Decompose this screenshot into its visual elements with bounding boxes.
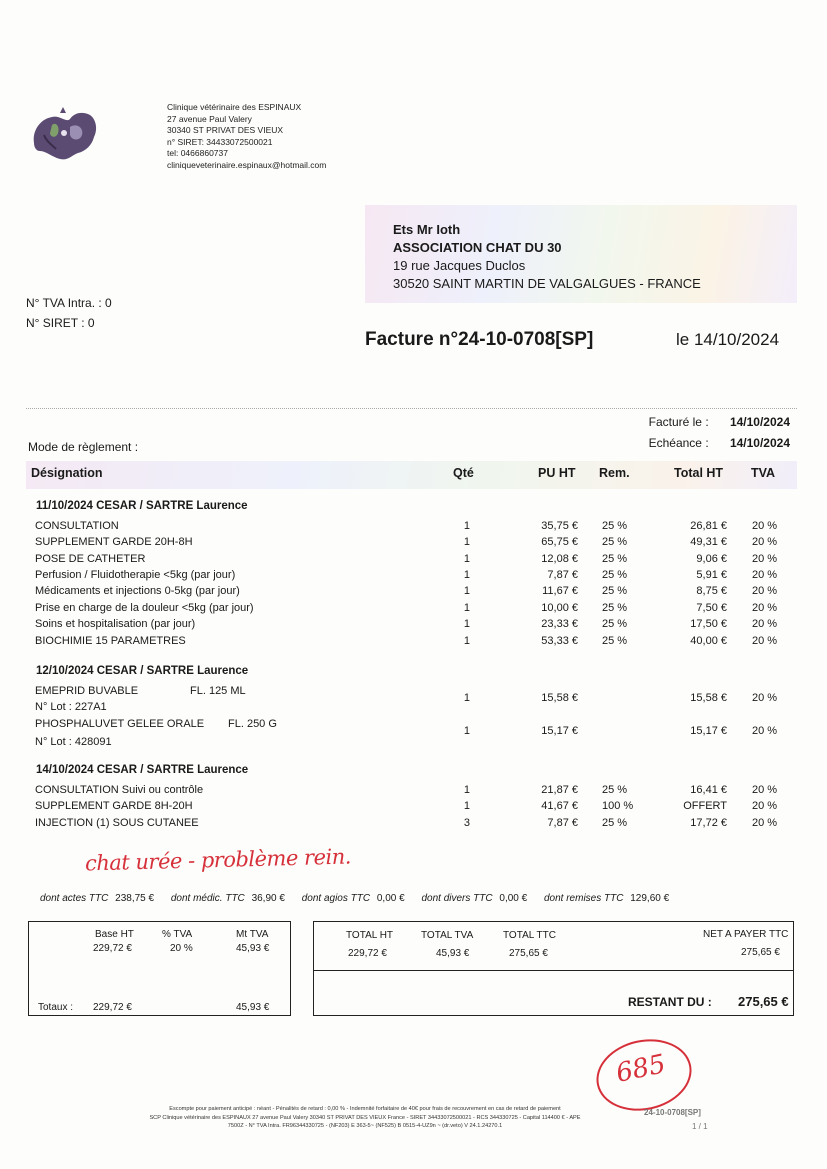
siret: N° SIRET : 0 [26,316,95,330]
cell-designation: Perfusion / Fluidotherapie <5kg (par jour) [35,569,236,581]
th-rem: Rem. [599,466,630,480]
vat-mt-label: Mt TVA [236,929,269,940]
cell-format: FL. 125 ML [190,685,246,697]
cell-total: 17,72 € [690,817,727,829]
separator [26,408,797,409]
cell-tva: 20 % [752,553,778,565]
actes-value: 238,75 € [115,893,155,904]
cell-pu: 10,00 € [541,602,578,614]
cell-tva: 20 % [752,817,778,829]
cell-pu: 41,67 € [541,800,578,812]
cell-rem: 25 % [602,569,628,581]
clinic-city: 30340 ST PRIVAT DES VIEUX [167,125,284,135]
cell-total: 5,91 € [696,569,727,581]
cell-total: 8,75 € [696,585,727,597]
cell-designation: CONSULTATION [35,520,119,532]
cell-rem: 25 % [602,520,628,532]
cell-qte: 3 [463,817,470,829]
total-ttc-label: TOTAL TTC [503,930,556,941]
cell-designation: INJECTION (1) SOUS CUTANEE [35,817,199,829]
total-tva-label: TOTAL TVA [421,930,474,941]
table-row [0,569,827,585]
cell-qte: 1 [463,569,470,581]
section-title: 14/10/2024 CESAR / SARTRE Laurence [36,764,249,776]
vat-pct: 20 % [170,943,193,954]
table-row [0,536,827,552]
cell-rem: 25 % [602,635,628,647]
footer-ref: 24-10-0708[SP] [644,1108,701,1117]
cell-rem: 25 % [602,817,628,829]
vat-mt: 45,93 € [236,943,270,954]
cell-designation: SUPPLEMENT GARDE 20H-8H [35,536,193,548]
th-designation: Désignation [31,466,103,480]
cell-total: 9,06 € [696,553,727,565]
cell-qte: 1 [463,553,470,565]
actes-label: dont actes TTC [40,893,109,904]
clinic-logo [30,105,100,165]
th-total: Total HT [674,466,724,480]
clinic-name: Clinique vétérinaire des ESPINAUX [167,102,302,112]
cell-qte: 1 [463,725,470,737]
page-number: 1 / 1 [692,1122,708,1131]
total-ttc: 275,65 € [509,948,548,959]
section-title: 11/10/2024 CESAR / SARTRE Laurence [36,500,248,512]
client-street: 19 rue Jacques Duclos [393,258,526,273]
remises-label: dont remises TTC [543,893,624,904]
total-ht: 229,72 € [348,948,387,959]
cell-pu: 7,87 € [547,817,578,829]
invoice-dates [560,412,790,454]
cell-tva: 20 % [752,692,778,704]
table-row [0,800,827,816]
footer-line: SCP Clinique vétérinaire des ESPINAUX 27 avenue Paul Valery 30340 ST PRIVAT DES VIEUX France - SIRET 34433072500021 - RCS 344330725 - Capital 114400 € - APE [149,1114,581,1121]
footer-line: Escompte pour paiement anticipé : néant - Pénalités de retard : 0,00 % - Indemnité forfaitaire de 40€ pour frais de recouvrement en cas de retard de paiement [169,1106,561,1112]
echeance-value: 14/10/2024 [729,436,790,450]
divers-label: dont divers TTC [421,893,493,904]
cell-rem: 25 % [602,536,628,548]
cell-designation: BIOCHIMIE 15 PARAMETRES [35,635,186,647]
cell-pu: 23,33 € [541,618,578,630]
cell-pu: 35,75 € [541,520,578,532]
medic-label: dont médic. TTC [170,893,245,904]
table-row-values [0,725,827,741]
cell-total: 7,50 € [696,602,727,614]
table-row [0,817,827,833]
table-row [0,520,827,536]
cell-pu: 53,33 € [541,635,578,647]
clinic-address: 27 avenue Paul Valery [167,113,252,124]
cell-total: 15,58 € [690,692,727,704]
cell-tva: 20 % [752,536,778,548]
cell-designation: SUPPLEMENT GARDE 8H-20H [35,800,193,812]
cell-rem: 25 % [602,618,628,630]
clinic-siret: n° SIRET: 34433072500021 [167,136,273,147]
cell-total: 16,41 € [690,784,727,796]
table-row-values [0,692,827,708]
divers-value: 0,00 € [499,893,528,904]
cell-tva: 20 % [752,585,778,597]
cell-tva: 20 % [752,602,778,614]
vat-totaux-label: Totaux : [38,1002,74,1013]
remises-value: 129,60 € [630,893,670,904]
summary-line [40,893,683,904]
table-row [0,585,827,601]
vat-base-label: Base HT [95,929,134,940]
cell-designation: Prise en charge de la douleur <5kg (par jour) [35,602,254,614]
cell-tva: 20 % [752,520,778,532]
cell-lot: N° Lot : 227A1 [35,701,107,713]
cell-pu: 7,87 € [547,569,578,581]
th-tva: TVA [751,466,776,480]
cell-tva: 20 % [752,784,778,796]
cell-rem: 25 % [602,585,628,597]
client-org: ASSOCIATION CHAT DU 30 [393,240,562,255]
th-pu: PU HT [538,466,576,480]
cell-total: 17,50 € [690,618,727,630]
cell-qte: 1 [463,800,470,812]
cell-tva: 20 % [752,800,778,812]
cell-rem: 25 % [602,553,628,565]
total-ht-label: TOTAL HT [346,930,394,941]
cell-qte: 1 [463,692,470,704]
cell-tva: 20 % [752,618,778,630]
cell-qte: 1 [463,585,470,597]
cell-rem: 25 % [602,784,628,796]
mode-reglement: Mode de règlement : [28,440,139,454]
cell-qte: 1 [463,536,470,548]
vat-base: 229,72 € [93,943,132,954]
vat-totaux-base: 229,72 € [93,1002,132,1013]
agios-label: dont agios TTC [301,893,371,904]
tva-intra: N° TVA Intra. : 0 [26,296,112,310]
cell-pu: 12,08 € [541,553,578,565]
restant-label: RESTANT DU : [628,995,712,1009]
cell-tva: 20 % [752,725,778,737]
cell-designation: Médicaments et injections 0-5kg (par jour) [35,585,240,597]
clinic-info [167,102,326,171]
total-tva: 45,93 € [436,948,470,959]
footer-legal [100,1105,630,1131]
agios-value: 0,00 € [376,893,405,904]
handwritten-number: 685 [613,1049,669,1089]
facture-le-label: Facturé le : [648,415,709,429]
cell-total: 15,17 € [690,725,727,737]
cell-qte: 1 [463,784,470,796]
cell-qte: 1 [463,520,470,532]
cell-tva: 20 % [752,635,778,647]
invoice-title: Facture n°24-10-0708[SP] [365,329,594,350]
cell-format: FL. 250 G [228,718,277,730]
cell-qte: 1 [463,618,470,630]
cell-rem: 25 % [602,602,628,614]
client-name: Ets Mr Ioth [393,222,461,237]
cell-rem: 100 % [602,800,634,812]
cell-qte: 1 [463,602,470,614]
table-row [0,784,827,800]
handwritten-note: chat urée - problème rein. [84,844,352,876]
restant-value: 275,65 € [738,994,789,1009]
table-row [0,602,827,618]
table-row [0,635,827,651]
cell-designation: CONSULTATION Suivi ou contrôle [35,784,204,796]
table-row [0,618,827,634]
net-value: 275,65 € [741,947,780,958]
clinic-email: cliniqueveterinaire.espinaux@hotmail.com [167,159,327,170]
cell-lot: N° Lot : 428091 [35,736,112,748]
th-qte: Qté [453,466,474,480]
cell-pu: 11,67 € [542,585,578,597]
footer-line: 7500Z - N° TVA Intra. FR96344330725 - (NF203) E 363-5~ (NF525) B 0515-4-UZ9n ~ (dr.veto) V 24.1.24270.1 [227,1123,503,1129]
cell-pu: 15,58 € [541,692,578,704]
cell-designation: PHOSPHALUVET GELEE ORALE [35,718,205,730]
cell-total: 49,31 € [690,536,727,548]
client-address [393,221,701,293]
cell-tva: 20 % [752,569,778,581]
vat-totaux-mt: 45,93 € [236,1002,270,1013]
client-city: 30520 SAINT MARTIN DE VALGALGUES - FRANCE [393,276,701,291]
echeance-label: Echéance : [648,436,709,450]
invoice-date: le 14/10/2024 [676,330,780,349]
cell-pu: 15,17 € [541,725,578,737]
cell-total: 26,81 € [690,520,727,532]
medic-value: 36,90 € [251,893,285,904]
cell-designation: EMEPRID BUVABLE [35,685,139,697]
clinic-phone: tel: 0466860737 [167,148,228,158]
table-row [0,553,827,569]
cell-total: OFFERT [683,800,727,812]
cell-pu: 21,87 € [541,784,578,796]
cell-designation: POSE DE CATHETER [35,553,146,565]
facture-le-value: 14/10/2024 [729,415,790,429]
vat-pct-label: % TVA [162,929,193,940]
cell-designation: Soins et hospitalisation (par jour) [35,618,196,630]
client-ids [26,293,112,333]
cell-qte: 1 [463,635,470,647]
cell-total: 40,00 € [690,635,727,647]
section-title: 12/10/2024 CESAR / SARTRE Laurence [36,665,249,677]
cell-pu: 65,75 € [541,536,578,548]
net-label: NET A PAYER TTC [703,929,789,940]
restant-box [313,971,794,1016]
